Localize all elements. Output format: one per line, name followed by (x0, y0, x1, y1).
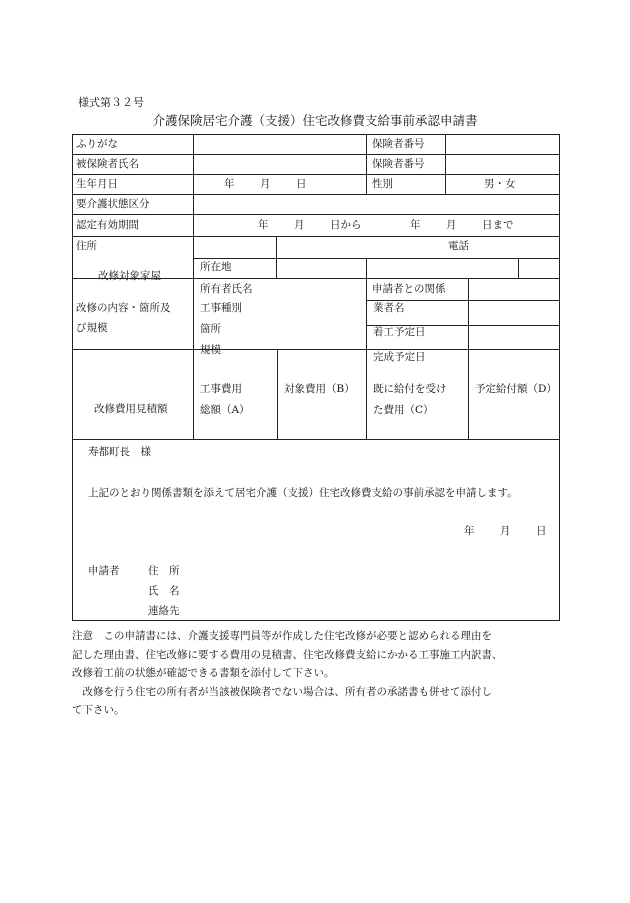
period-to-day: 日まで (482, 219, 514, 231)
care-level-label: 要介護状態区分 (76, 198, 150, 210)
contractor-label: 業者名 (373, 302, 405, 314)
note-line: て下さい。 (72, 704, 125, 716)
addressee: 寿都町長 様 (88, 446, 151, 458)
period-month-to: 月 (446, 219, 457, 231)
insured-name-label: 被保険者氏名 (76, 158, 139, 170)
col-cost-d (468, 349, 469, 439)
birth-year: 年 (224, 178, 235, 190)
form-number: 様式第３２号 (78, 96, 144, 109)
period-from-day: 日から (330, 219, 362, 231)
rule-1 (72, 154, 560, 155)
planned-payment-label: 予定給付額（D） (475, 383, 557, 395)
target-house-label: 改修対象家屋 (98, 270, 161, 282)
rule-contractor (366, 300, 560, 301)
applicant-label: 申請者 (88, 565, 120, 577)
notes (72, 627, 572, 720)
period-year-to: 年 (410, 219, 421, 231)
col-relation-value (518, 258, 519, 278)
col-insurer-value (445, 134, 446, 174)
work-type-label: 工事種別 (200, 302, 242, 314)
cert-period-label: 認定有効期間 (76, 219, 139, 231)
note-line: 改修を行う住宅の所有者が当該被保険者でない場合は、所有者の承諾書も併せて添付し (72, 685, 492, 698)
declaration-day: 日 (536, 525, 547, 537)
insured-number-label: 保険者番号 (372, 158, 425, 170)
declaration-month: 月 (500, 525, 511, 537)
applicant-name-label: 氏 名 (148, 585, 180, 597)
border-bottom (72, 620, 560, 621)
phone-label: 電話 (448, 240, 469, 252)
border-left (72, 134, 73, 621)
birth-day: 日 (296, 178, 307, 190)
col-house-label (193, 236, 194, 278)
target-cost-label: 対象費用（B） (284, 383, 355, 395)
col-relation-label (366, 258, 367, 278)
furigana-label: ふりがな (76, 138, 118, 150)
declaration-year: 年 (464, 525, 475, 537)
application-form-table (72, 134, 560, 621)
rule-4 (72, 214, 560, 215)
rule-5 (72, 236, 560, 237)
col-content-label (193, 278, 194, 439)
declaration-statement: 上記のとおり関係書類を添えて居宅介護（支援）住宅改修費支給の事前承認を申請します。 (88, 487, 518, 499)
insurer-number-label: 保険者番号 (372, 138, 425, 150)
form-title: 介護保険居宅介護（支援）住宅改修費支給事前承認申請書 (152, 113, 478, 128)
gender-value: 男・女 (484, 178, 516, 190)
note-line: 注意 この申請書には、介護支援専門員等が作成した住宅改修が必要と認められる理由を (72, 630, 492, 642)
gender-label: 性別 (372, 178, 393, 190)
col-cost-b (277, 349, 278, 439)
col-house-value (276, 236, 277, 278)
border-top (72, 134, 560, 135)
total-cost-line2: 総額（A） (200, 404, 250, 416)
content-label-line1: 改修の内容・箇所及 (76, 302, 171, 314)
period-month-from: 月 (294, 219, 305, 231)
note-line: 改修着工前の状態が確認できる書類を添付して下さい。 (72, 667, 335, 679)
rule-8 (72, 439, 560, 440)
rule-2 (72, 174, 560, 175)
applicant-address-label: 住 所 (148, 565, 180, 577)
finish-date-label: 完成予定日 (373, 351, 426, 363)
owner-name-label: 所有者氏名 (200, 283, 253, 295)
border-right (559, 134, 560, 621)
period-year-from: 年 (258, 219, 269, 231)
total-cost-line1: 工事費用 (200, 383, 242, 395)
location-label: 所在地 (200, 261, 232, 273)
estimate-label: 改修費用見積額 (94, 403, 168, 415)
rule-house-mid (193, 258, 560, 259)
scale-label: 規模 (200, 344, 221, 356)
content-label-line2: び規模 (76, 322, 108, 334)
col-label-top (193, 134, 194, 236)
col-gender-label (366, 174, 367, 194)
place-label: 箇所 (200, 323, 221, 335)
col-insurer-label (366, 134, 367, 174)
address-label: 住所 (76, 240, 97, 252)
paid-cost-line2: た費用（C） (373, 404, 434, 416)
col-gender-value (445, 174, 446, 194)
rule-7 (72, 349, 560, 350)
relation-label: 申請者との関係 (372, 283, 446, 295)
birth-date-label: 生年月日 (76, 178, 118, 190)
birth-month: 月 (260, 178, 271, 190)
paid-cost-line1: 既に給付を受け (373, 383, 447, 395)
applicant-contact-label: 連絡先 (148, 605, 180, 617)
col-content-right (366, 278, 367, 439)
col-contractor-value (468, 278, 469, 349)
note-line: 記した理由書、住宅改修に要する費用の見積書、住宅改修費支給にかかる工事施工内訳書、 (72, 648, 503, 661)
rule-3 (72, 194, 560, 195)
start-date-label: 着工予定日 (373, 326, 426, 338)
